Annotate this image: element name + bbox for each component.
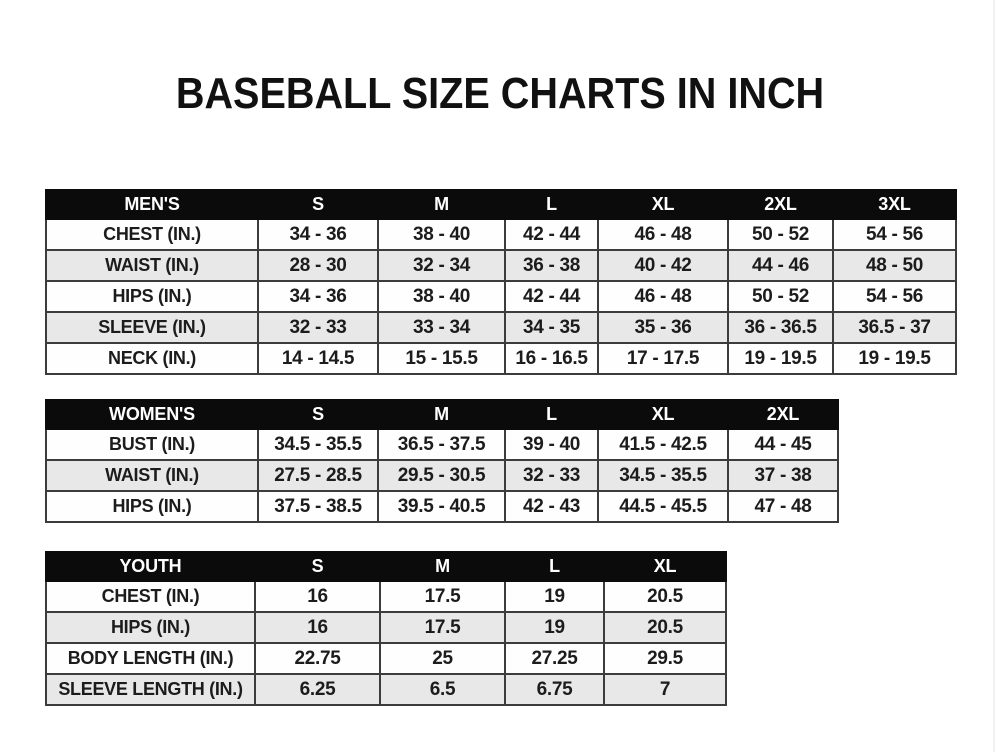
row-label: HIPS (IN.) bbox=[46, 281, 258, 312]
size-cell: 17.5 bbox=[380, 581, 505, 612]
size-cell: 50 - 52 bbox=[728, 281, 833, 312]
size-cell: 29.5 - 30.5 bbox=[378, 460, 505, 491]
size-cell: 33 - 34 bbox=[378, 312, 505, 343]
size-cell: 36 - 36.5 bbox=[728, 312, 833, 343]
size-cell: 29.5 bbox=[604, 643, 726, 674]
table-header-row bbox=[46, 552, 726, 581]
size-cell: 25 bbox=[380, 643, 505, 674]
scan-edge-line bbox=[993, 0, 995, 752]
size-cell: 32 - 33 bbox=[258, 312, 378, 343]
womens-table-title: WOMEN'S bbox=[46, 400, 258, 429]
size-cell: 16 - 16.5 bbox=[505, 343, 598, 374]
size-cell: 38 - 40 bbox=[378, 281, 505, 312]
row-label: HIPS (IN.) bbox=[46, 612, 255, 643]
row-label: SLEEVE LENGTH (IN.) bbox=[46, 674, 255, 705]
table-row bbox=[46, 312, 956, 343]
row-label: SLEEVE (IN.) bbox=[46, 312, 258, 343]
size-cell: 34 - 36 bbox=[258, 219, 378, 250]
size-cell: 14 - 14.5 bbox=[258, 343, 378, 374]
size-cell: 27.25 bbox=[505, 643, 604, 674]
column-header-2xl: 2XL bbox=[728, 400, 838, 429]
size-cell: 42 - 44 bbox=[505, 281, 598, 312]
size-cell: 39 - 40 bbox=[505, 429, 598, 460]
size-cell: 46 - 48 bbox=[598, 281, 728, 312]
table-row bbox=[46, 643, 726, 674]
size-cell: 15 - 15.5 bbox=[378, 343, 505, 374]
table-header-row bbox=[46, 190, 956, 219]
table-row bbox=[46, 219, 956, 250]
column-header-m: M bbox=[378, 190, 505, 219]
size-cell: 32 - 34 bbox=[378, 250, 505, 281]
size-cell: 6.5 bbox=[380, 674, 505, 705]
youth-size-table bbox=[45, 551, 727, 706]
table-row bbox=[46, 674, 726, 705]
size-cell: 54 - 56 bbox=[833, 219, 956, 250]
row-label: BODY LENGTH (IN.) bbox=[46, 643, 255, 674]
size-cell: 36.5 - 37 bbox=[833, 312, 956, 343]
column-header-s: S bbox=[258, 190, 378, 219]
size-cell: 34 - 36 bbox=[258, 281, 378, 312]
column-header-s: S bbox=[258, 400, 378, 429]
size-cell: 6.25 bbox=[255, 674, 380, 705]
row-label: WAIST (IN.) bbox=[46, 460, 258, 491]
size-cell: 16 bbox=[255, 581, 380, 612]
table-row bbox=[46, 581, 726, 612]
row-label: NECK (IN.) bbox=[46, 343, 258, 374]
size-cell: 48 - 50 bbox=[833, 250, 956, 281]
size-cell: 19 bbox=[505, 581, 604, 612]
size-cell: 20.5 bbox=[604, 581, 726, 612]
size-cell: 37 - 38 bbox=[728, 460, 838, 491]
size-cell: 50 - 52 bbox=[728, 219, 833, 250]
size-cell: 32 - 33 bbox=[505, 460, 598, 491]
column-header-l: L bbox=[505, 190, 598, 219]
size-cell: 17 - 17.5 bbox=[598, 343, 728, 374]
column-header-2xl: 2XL bbox=[728, 190, 833, 219]
mens-size-table bbox=[45, 189, 957, 375]
size-cell: 16 bbox=[255, 612, 380, 643]
size-cell: 40 - 42 bbox=[598, 250, 728, 281]
size-cell: 36.5 - 37.5 bbox=[378, 429, 505, 460]
table-row bbox=[46, 429, 838, 460]
size-cell: 22.75 bbox=[255, 643, 380, 674]
table-row bbox=[46, 281, 956, 312]
row-label: HIPS (IN.) bbox=[46, 491, 258, 522]
column-header-l: L bbox=[505, 400, 598, 429]
column-header-xl: XL bbox=[604, 552, 726, 581]
size-cell: 47 - 48 bbox=[728, 491, 838, 522]
size-cell: 19 - 19.5 bbox=[728, 343, 833, 374]
size-cell: 44 - 45 bbox=[728, 429, 838, 460]
mens-table-title: MEN'S bbox=[46, 190, 258, 219]
table-row bbox=[46, 491, 838, 522]
size-cell: 54 - 56 bbox=[833, 281, 956, 312]
column-header-3xl: 3XL bbox=[833, 190, 956, 219]
size-cell: 44 - 46 bbox=[728, 250, 833, 281]
column-header-xl: XL bbox=[598, 400, 728, 429]
column-header-l: L bbox=[505, 552, 604, 581]
womens-size-table bbox=[45, 399, 839, 523]
size-cell: 44.5 - 45.5 bbox=[598, 491, 728, 522]
size-cell: 37.5 - 38.5 bbox=[258, 491, 378, 522]
column-header-xl: XL bbox=[598, 190, 728, 219]
table-row bbox=[46, 460, 838, 491]
size-cell: 34 - 35 bbox=[505, 312, 598, 343]
size-cell: 41.5 - 42.5 bbox=[598, 429, 728, 460]
size-cell: 34.5 - 35.5 bbox=[258, 429, 378, 460]
row-label: CHEST (IN.) bbox=[46, 581, 255, 612]
table-row bbox=[46, 612, 726, 643]
size-cell: 6.75 bbox=[505, 674, 604, 705]
size-cell: 34.5 - 35.5 bbox=[598, 460, 728, 491]
size-cell: 7 bbox=[604, 674, 726, 705]
youth-table-title: YOUTH bbox=[46, 552, 255, 581]
table-row bbox=[46, 343, 956, 374]
size-cell: 42 - 43 bbox=[505, 491, 598, 522]
page-title: BASEBALL SIZE CHARTS IN INCH bbox=[175, 69, 825, 118]
size-cell: 35 - 36 bbox=[598, 312, 728, 343]
size-cell: 17.5 bbox=[380, 612, 505, 643]
size-cell: 46 - 48 bbox=[598, 219, 728, 250]
size-cell: 36 - 38 bbox=[505, 250, 598, 281]
size-cell: 20.5 bbox=[604, 612, 726, 643]
row-label: WAIST (IN.) bbox=[46, 250, 258, 281]
size-cell: 42 - 44 bbox=[505, 219, 598, 250]
size-cell: 19 - 19.5 bbox=[833, 343, 956, 374]
size-cell: 39.5 - 40.5 bbox=[378, 491, 505, 522]
size-cell: 19 bbox=[505, 612, 604, 643]
column-header-s: S bbox=[255, 552, 380, 581]
column-header-m: M bbox=[380, 552, 505, 581]
row-label: BUST (IN.) bbox=[46, 429, 258, 460]
size-cell: 27.5 - 28.5 bbox=[258, 460, 378, 491]
size-cell: 38 - 40 bbox=[378, 219, 505, 250]
table-header-row bbox=[46, 400, 838, 429]
table-row bbox=[46, 250, 956, 281]
column-header-m: M bbox=[378, 400, 505, 429]
row-label: CHEST (IN.) bbox=[46, 219, 258, 250]
size-cell: 28 - 30 bbox=[258, 250, 378, 281]
